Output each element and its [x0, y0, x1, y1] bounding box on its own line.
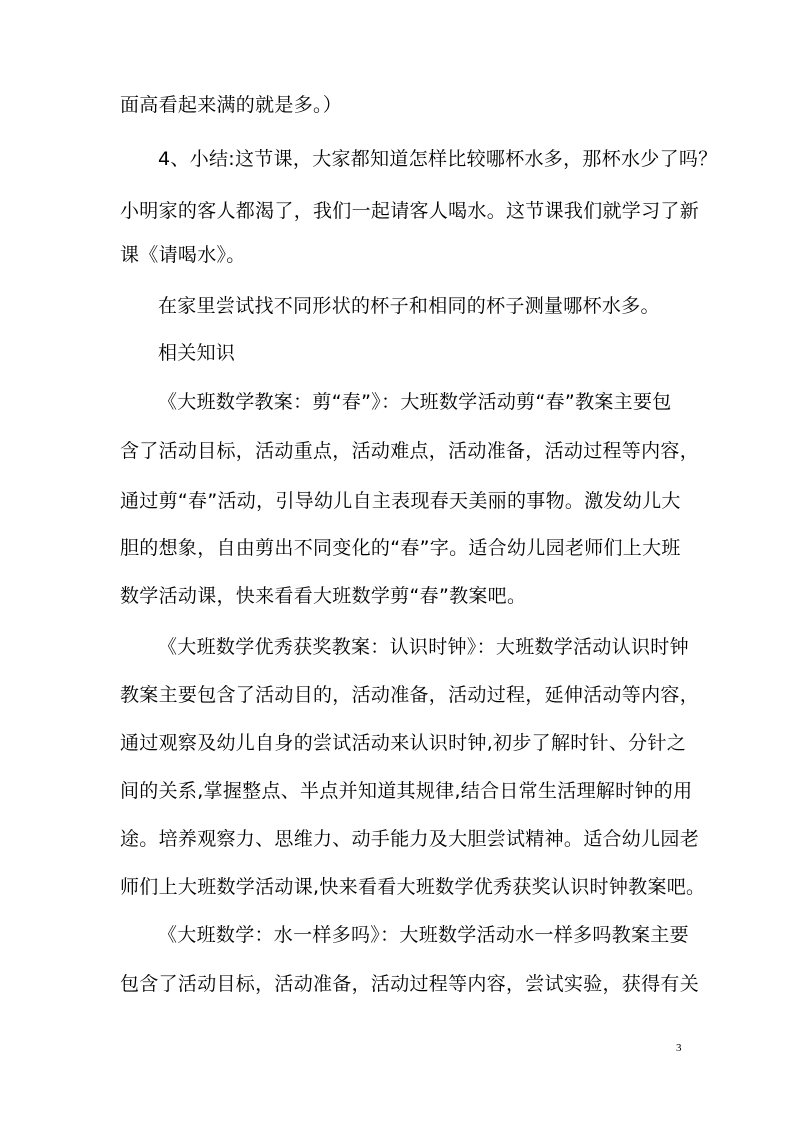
- page-number: 3: [676, 1042, 682, 1054]
- text-line: 胆的想象，自由剪出不同变化的“春”字。适合幼儿园老师们上大班: [120, 537, 681, 559]
- text-line: 小明家的客人都渴了，我们一起请客人喝水。这节课我们就学习了新: [120, 200, 700, 222]
- text-line: 《大班数学：水一样多吗》：大班数学活动水一样多吗教案主要: [158, 924, 689, 946]
- text-line: 间的关系,掌握整点、半点并知道其规律,结合日常生活理解时钟的用: [120, 780, 693, 802]
- text-line: 通过剪“春”活动，引导幼儿自主表现春天美丽的事物。激发幼儿大: [120, 490, 681, 512]
- text-line: 包含了活动目标，活动准备，活动过程等内容，尝试实验，获得有关: [120, 973, 700, 995]
- text-line: 含了活动目标，活动重点，活动难点，活动准备，活动过程等内容，: [120, 440, 700, 462]
- text-line: 在家里尝试找不同形状的杯子和相同的杯子测量哪杯水多。: [158, 295, 660, 317]
- text-line: 通过观察及幼儿自身的尝试活动来认识时钟,初步了解时针、分针之: [120, 732, 687, 754]
- text-line: 途。培养观察力、思维力、动手能力及大胆尝试精神。适合幼儿园老: [120, 828, 700, 850]
- text-line: 面高看起来满的就是多。）: [120, 94, 343, 116]
- section-heading: 相关知识: [158, 342, 236, 364]
- text-line: 师们上大班数学活动课,快来看看大班数学优秀获奖认识时钟教案吧。: [120, 876, 706, 898]
- text-line: 《大班数学优秀获奖教案：认识时钟》：大班数学活动认识时钟: [158, 636, 689, 658]
- text-line: 教案主要包含了活动目的，活动准备，活动过程，延伸活动等内容，: [120, 684, 700, 706]
- text-line: 4、小结:这节课，大家都知道怎样比较哪杯水多，那杯水少了吗？: [158, 148, 718, 170]
- text-line: 课《请喝水》。: [120, 244, 246, 266]
- text-line: 《大班数学教案：剪“春”》：大班数学活动剪“春”教案主要包: [158, 391, 672, 413]
- text-line: 数学活动课，快来看看大班数学剪“春”教案吧。: [120, 585, 527, 607]
